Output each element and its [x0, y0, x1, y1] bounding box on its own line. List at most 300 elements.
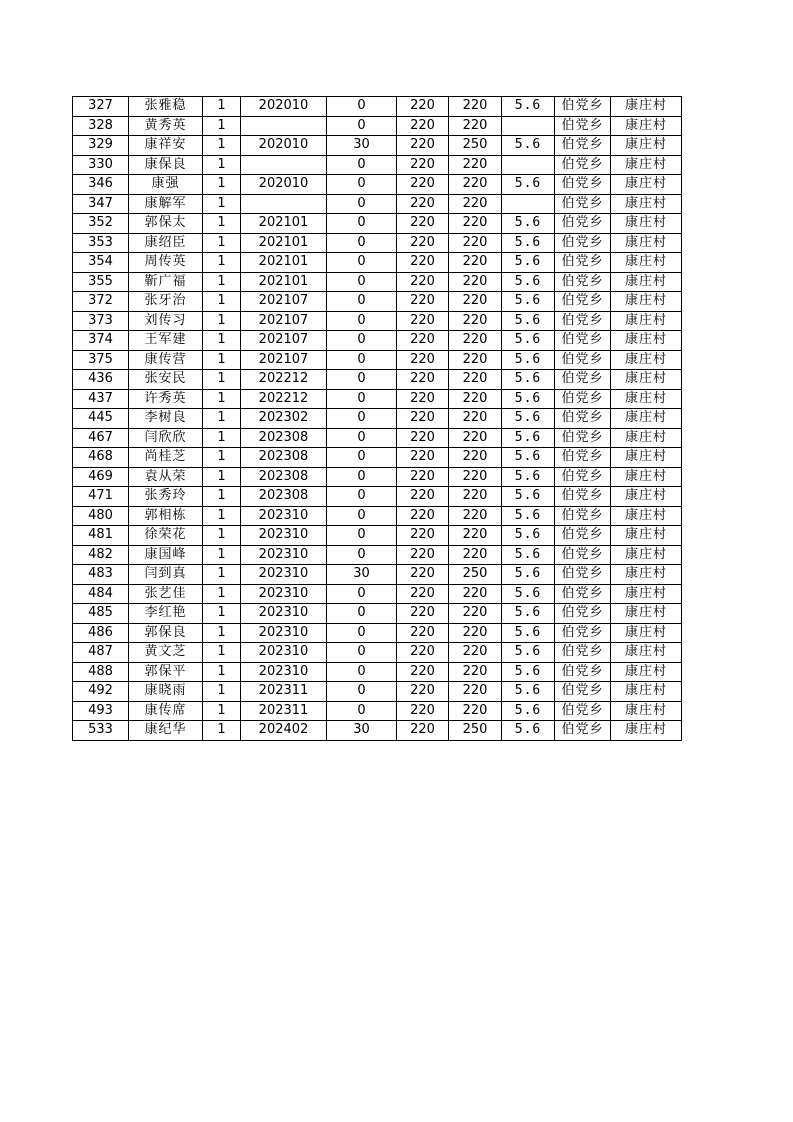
cell-rate: 5.6	[502, 448, 555, 468]
cell-name: 康晓雨	[129, 682, 203, 702]
cell-total: 220	[449, 428, 502, 448]
cell-village: 康庄村	[611, 136, 682, 156]
cell-count: 1	[203, 545, 241, 565]
cell-village: 康庄村	[611, 545, 682, 565]
cell-date: 202101	[241, 214, 327, 234]
cell-town: 伯党乡	[555, 331, 611, 351]
cell-date: 202212	[241, 370, 327, 390]
cell-count: 1	[203, 701, 241, 721]
cell-extra: 0	[327, 389, 397, 409]
cell-id: 354	[73, 253, 129, 273]
cell-base: 220	[397, 467, 449, 487]
cell-town: 伯党乡	[555, 701, 611, 721]
cell-base: 220	[397, 643, 449, 663]
cell-village: 康庄村	[611, 584, 682, 604]
cell-town: 伯党乡	[555, 487, 611, 507]
cell-town: 伯党乡	[555, 194, 611, 214]
cell-rate: 5.6	[502, 97, 555, 117]
cell-rate: 5.6	[502, 662, 555, 682]
cell-extra: 0	[327, 428, 397, 448]
cell-date: 202310	[241, 584, 327, 604]
table-row	[73, 584, 682, 604]
cell-id: 352	[73, 214, 129, 234]
cell-total: 220	[449, 545, 502, 565]
cell-village: 康庄村	[611, 623, 682, 643]
cell-total: 220	[449, 604, 502, 624]
cell-village: 康庄村	[611, 253, 682, 273]
cell-count: 1	[203, 350, 241, 370]
cell-extra: 0	[327, 623, 397, 643]
cell-extra: 0	[327, 175, 397, 195]
cell-extra: 0	[327, 292, 397, 312]
cell-village: 康庄村	[611, 272, 682, 292]
cell-date: 202311	[241, 701, 327, 721]
cell-town: 伯党乡	[555, 662, 611, 682]
cell-total: 220	[449, 272, 502, 292]
cell-count: 1	[203, 194, 241, 214]
cell-count: 1	[203, 97, 241, 117]
cell-rate: 5.6	[502, 272, 555, 292]
cell-count: 1	[203, 643, 241, 663]
cell-date: 202101	[241, 253, 327, 273]
cell-name: 张安民	[129, 370, 203, 390]
cell-extra: 0	[327, 701, 397, 721]
cell-date: 202101	[241, 233, 327, 253]
cell-name: 康解军	[129, 194, 203, 214]
cell-town: 伯党乡	[555, 604, 611, 624]
cell-base: 220	[397, 506, 449, 526]
cell-id: 355	[73, 272, 129, 292]
cell-count: 1	[203, 116, 241, 136]
cell-rate: 5.6	[502, 721, 555, 741]
cell-total: 220	[449, 584, 502, 604]
cell-date: 202107	[241, 350, 327, 370]
cell-date	[241, 116, 327, 136]
cell-id: 330	[73, 155, 129, 175]
cell-id: 347	[73, 194, 129, 214]
cell-extra: 30	[327, 565, 397, 585]
cell-id: 486	[73, 623, 129, 643]
cell-base: 220	[397, 721, 449, 741]
cell-date: 202308	[241, 448, 327, 468]
table-row	[73, 194, 682, 214]
cell-id: 327	[73, 97, 129, 117]
cell-town: 伯党乡	[555, 448, 611, 468]
cell-rate: 5.6	[502, 467, 555, 487]
cell-town: 伯党乡	[555, 409, 611, 429]
cell-base: 220	[397, 584, 449, 604]
cell-base: 220	[397, 701, 449, 721]
table-row	[73, 97, 682, 117]
cell-count: 1	[203, 292, 241, 312]
cell-town: 伯党乡	[555, 643, 611, 663]
cell-date: 202310	[241, 506, 327, 526]
cell-base: 220	[397, 448, 449, 468]
cell-town: 伯党乡	[555, 155, 611, 175]
cell-rate	[502, 194, 555, 214]
table-row	[73, 526, 682, 546]
cell-count: 1	[203, 487, 241, 507]
cell-total: 220	[449, 389, 502, 409]
table-row	[73, 604, 682, 624]
cell-name: 郭保平	[129, 662, 203, 682]
cell-total: 220	[449, 643, 502, 663]
cell-date: 202010	[241, 136, 327, 156]
cell-count: 1	[203, 214, 241, 234]
cell-base: 220	[397, 545, 449, 565]
cell-name: 王军建	[129, 331, 203, 351]
cell-extra: 0	[327, 370, 397, 390]
cell-date: 202107	[241, 331, 327, 351]
cell-village: 康庄村	[611, 233, 682, 253]
cell-name: 康绍臣	[129, 233, 203, 253]
cell-name: 张艺佳	[129, 584, 203, 604]
cell-rate: 5.6	[502, 331, 555, 351]
cell-count: 1	[203, 448, 241, 468]
cell-total: 220	[449, 233, 502, 253]
cell-village: 康庄村	[611, 487, 682, 507]
cell-town: 伯党乡	[555, 428, 611, 448]
cell-date: 202310	[241, 623, 327, 643]
table-row	[73, 175, 682, 195]
cell-village: 康庄村	[611, 643, 682, 663]
cell-name: 李红艳	[129, 604, 203, 624]
cell-id: 488	[73, 662, 129, 682]
cell-village: 康庄村	[611, 389, 682, 409]
cell-base: 220	[397, 389, 449, 409]
table-row	[73, 155, 682, 175]
cell-total: 220	[449, 526, 502, 546]
cell-id: 328	[73, 116, 129, 136]
table-row	[73, 506, 682, 526]
cell-base: 220	[397, 350, 449, 370]
cell-total: 220	[449, 116, 502, 136]
cell-id: 480	[73, 506, 129, 526]
cell-total: 250	[449, 721, 502, 741]
cell-extra: 0	[327, 662, 397, 682]
data-table	[72, 96, 682, 741]
table-row	[73, 565, 682, 585]
cell-rate: 5.6	[502, 292, 555, 312]
cell-total: 220	[449, 331, 502, 351]
cell-rate: 5.6	[502, 604, 555, 624]
cell-total: 250	[449, 136, 502, 156]
cell-date	[241, 194, 327, 214]
cell-rate	[502, 116, 555, 136]
table-row	[73, 136, 682, 156]
cell-rate: 5.6	[502, 506, 555, 526]
cell-base: 220	[397, 526, 449, 546]
cell-name: 袁从荣	[129, 467, 203, 487]
cell-count: 1	[203, 506, 241, 526]
cell-date	[241, 155, 327, 175]
cell-extra: 0	[327, 584, 397, 604]
cell-id: 481	[73, 526, 129, 546]
cell-date: 202010	[241, 175, 327, 195]
cell-id: 482	[73, 545, 129, 565]
cell-extra: 0	[327, 467, 397, 487]
cell-rate	[502, 155, 555, 175]
cell-village: 康庄村	[611, 370, 682, 390]
cell-date: 202311	[241, 682, 327, 702]
cell-village: 康庄村	[611, 116, 682, 136]
cell-id: 374	[73, 331, 129, 351]
cell-date: 202107	[241, 311, 327, 331]
cell-extra: 0	[327, 409, 397, 429]
cell-count: 1	[203, 136, 241, 156]
cell-extra: 0	[327, 526, 397, 546]
cell-date: 202310	[241, 565, 327, 585]
cell-total: 220	[449, 214, 502, 234]
cell-id: 375	[73, 350, 129, 370]
cell-town: 伯党乡	[555, 526, 611, 546]
cell-base: 220	[397, 272, 449, 292]
cell-base: 220	[397, 253, 449, 273]
cell-base: 220	[397, 292, 449, 312]
cell-count: 1	[203, 331, 241, 351]
cell-name: 康强	[129, 175, 203, 195]
cell-town: 伯党乡	[555, 97, 611, 117]
cell-total: 250	[449, 565, 502, 585]
cell-base: 220	[397, 97, 449, 117]
cell-village: 康庄村	[611, 506, 682, 526]
cell-total: 220	[449, 487, 502, 507]
table-row	[73, 389, 682, 409]
cell-total: 220	[449, 97, 502, 117]
cell-rate: 5.6	[502, 428, 555, 448]
cell-count: 1	[203, 721, 241, 741]
cell-town: 伯党乡	[555, 292, 611, 312]
cell-base: 220	[397, 623, 449, 643]
table-body	[73, 97, 682, 741]
cell-count: 1	[203, 526, 241, 546]
cell-base: 220	[397, 565, 449, 585]
cell-date: 202402	[241, 721, 327, 741]
cell-date: 202308	[241, 428, 327, 448]
cell-extra: 0	[327, 253, 397, 273]
cell-base: 220	[397, 233, 449, 253]
cell-village: 康庄村	[611, 448, 682, 468]
cell-count: 1	[203, 389, 241, 409]
cell-id: 445	[73, 409, 129, 429]
cell-name: 黄秀英	[129, 116, 203, 136]
cell-rate: 5.6	[502, 565, 555, 585]
cell-village: 康庄村	[611, 175, 682, 195]
cell-town: 伯党乡	[555, 370, 611, 390]
cell-rate: 5.6	[502, 253, 555, 273]
cell-rate: 5.6	[502, 526, 555, 546]
cell-base: 220	[397, 604, 449, 624]
cell-village: 康庄村	[611, 565, 682, 585]
table-row	[73, 623, 682, 643]
cell-name: 康国峰	[129, 545, 203, 565]
cell-town: 伯党乡	[555, 136, 611, 156]
cell-count: 1	[203, 467, 241, 487]
cell-count: 1	[203, 565, 241, 585]
table-row	[73, 721, 682, 741]
cell-extra: 0	[327, 350, 397, 370]
cell-total: 220	[449, 175, 502, 195]
cell-name: 黄文芝	[129, 643, 203, 663]
cell-name: 靳广福	[129, 272, 203, 292]
table-row	[73, 662, 682, 682]
table-row	[73, 701, 682, 721]
cell-town: 伯党乡	[555, 565, 611, 585]
cell-total: 220	[449, 662, 502, 682]
cell-date: 202310	[241, 643, 327, 663]
cell-count: 1	[203, 604, 241, 624]
cell-count: 1	[203, 662, 241, 682]
table-row	[73, 272, 682, 292]
cell-town: 伯党乡	[555, 584, 611, 604]
cell-date: 202310	[241, 604, 327, 624]
cell-name: 刘传习	[129, 311, 203, 331]
cell-extra: 0	[327, 545, 397, 565]
cell-extra: 0	[327, 604, 397, 624]
cell-village: 康庄村	[611, 311, 682, 331]
cell-total: 220	[449, 292, 502, 312]
table-row	[73, 292, 682, 312]
cell-rate: 5.6	[502, 643, 555, 663]
cell-count: 1	[203, 272, 241, 292]
cell-id: 487	[73, 643, 129, 663]
cell-base: 220	[397, 331, 449, 351]
cell-name: 李树良	[129, 409, 203, 429]
cell-extra: 0	[327, 272, 397, 292]
cell-name: 张雅稳	[129, 97, 203, 117]
cell-total: 220	[449, 682, 502, 702]
cell-name: 康保良	[129, 155, 203, 175]
cell-total: 220	[449, 506, 502, 526]
cell-extra: 0	[327, 682, 397, 702]
cell-base: 220	[397, 155, 449, 175]
cell-village: 康庄村	[611, 428, 682, 448]
cell-date: 202310	[241, 545, 327, 565]
cell-village: 康庄村	[611, 526, 682, 546]
cell-town: 伯党乡	[555, 721, 611, 741]
cell-date: 202302	[241, 409, 327, 429]
cell-rate: 5.6	[502, 214, 555, 234]
cell-total: 220	[449, 253, 502, 273]
cell-town: 伯党乡	[555, 467, 611, 487]
cell-extra: 0	[327, 506, 397, 526]
cell-village: 康庄村	[611, 701, 682, 721]
cell-extra: 30	[327, 136, 397, 156]
cell-extra: 0	[327, 311, 397, 331]
cell-town: 伯党乡	[555, 253, 611, 273]
table-row	[73, 214, 682, 234]
cell-id: 493	[73, 701, 129, 721]
cell-village: 康庄村	[611, 214, 682, 234]
cell-village: 康庄村	[611, 97, 682, 117]
cell-id: 533	[73, 721, 129, 741]
cell-rate: 5.6	[502, 175, 555, 195]
cell-village: 康庄村	[611, 604, 682, 624]
cell-village: 康庄村	[611, 682, 682, 702]
cell-extra: 0	[327, 448, 397, 468]
cell-village: 康庄村	[611, 467, 682, 487]
table-row	[73, 311, 682, 331]
cell-id: 436	[73, 370, 129, 390]
cell-id: 469	[73, 467, 129, 487]
cell-rate: 5.6	[502, 370, 555, 390]
cell-count: 1	[203, 682, 241, 702]
cell-name: 康祥安	[129, 136, 203, 156]
cell-village: 康庄村	[611, 292, 682, 312]
cell-base: 220	[397, 311, 449, 331]
cell-count: 1	[203, 370, 241, 390]
cell-rate: 5.6	[502, 409, 555, 429]
cell-count: 1	[203, 253, 241, 273]
cell-id: 483	[73, 565, 129, 585]
cell-id: 346	[73, 175, 129, 195]
cell-id: 467	[73, 428, 129, 448]
cell-base: 220	[397, 370, 449, 390]
cell-extra: 0	[327, 487, 397, 507]
cell-base: 220	[397, 428, 449, 448]
table-row	[73, 370, 682, 390]
cell-name: 闫到真	[129, 565, 203, 585]
table-row	[73, 545, 682, 565]
table-row	[73, 467, 682, 487]
cell-date: 202212	[241, 389, 327, 409]
cell-extra: 0	[327, 214, 397, 234]
cell-total: 220	[449, 448, 502, 468]
cell-extra: 0	[327, 116, 397, 136]
cell-name: 周传英	[129, 253, 203, 273]
cell-village: 康庄村	[611, 194, 682, 214]
cell-extra: 0	[327, 643, 397, 663]
cell-extra: 0	[327, 194, 397, 214]
cell-name: 张牙治	[129, 292, 203, 312]
cell-name: 徐荣花	[129, 526, 203, 546]
cell-extra: 30	[327, 721, 397, 741]
cell-id: 372	[73, 292, 129, 312]
cell-id: 492	[73, 682, 129, 702]
cell-total: 220	[449, 370, 502, 390]
cell-name: 郭保太	[129, 214, 203, 234]
cell-id: 485	[73, 604, 129, 624]
cell-village: 康庄村	[611, 662, 682, 682]
cell-rate: 5.6	[502, 350, 555, 370]
cell-base: 220	[397, 487, 449, 507]
cell-count: 1	[203, 175, 241, 195]
cell-extra: 0	[327, 331, 397, 351]
cell-town: 伯党乡	[555, 623, 611, 643]
cell-count: 1	[203, 233, 241, 253]
cell-town: 伯党乡	[555, 214, 611, 234]
table-row	[73, 643, 682, 663]
cell-rate: 5.6	[502, 487, 555, 507]
cell-count: 1	[203, 311, 241, 331]
cell-date: 202308	[241, 487, 327, 507]
cell-base: 220	[397, 214, 449, 234]
cell-count: 1	[203, 409, 241, 429]
cell-village: 康庄村	[611, 350, 682, 370]
cell-total: 220	[449, 155, 502, 175]
cell-name: 许秀英	[129, 389, 203, 409]
cell-count: 1	[203, 155, 241, 175]
cell-village: 康庄村	[611, 331, 682, 351]
cell-count: 1	[203, 623, 241, 643]
cell-extra: 0	[327, 155, 397, 175]
cell-base: 220	[397, 136, 449, 156]
cell-town: 伯党乡	[555, 311, 611, 331]
cell-town: 伯党乡	[555, 682, 611, 702]
cell-town: 伯党乡	[555, 389, 611, 409]
table-row	[73, 428, 682, 448]
cell-rate: 5.6	[502, 311, 555, 331]
